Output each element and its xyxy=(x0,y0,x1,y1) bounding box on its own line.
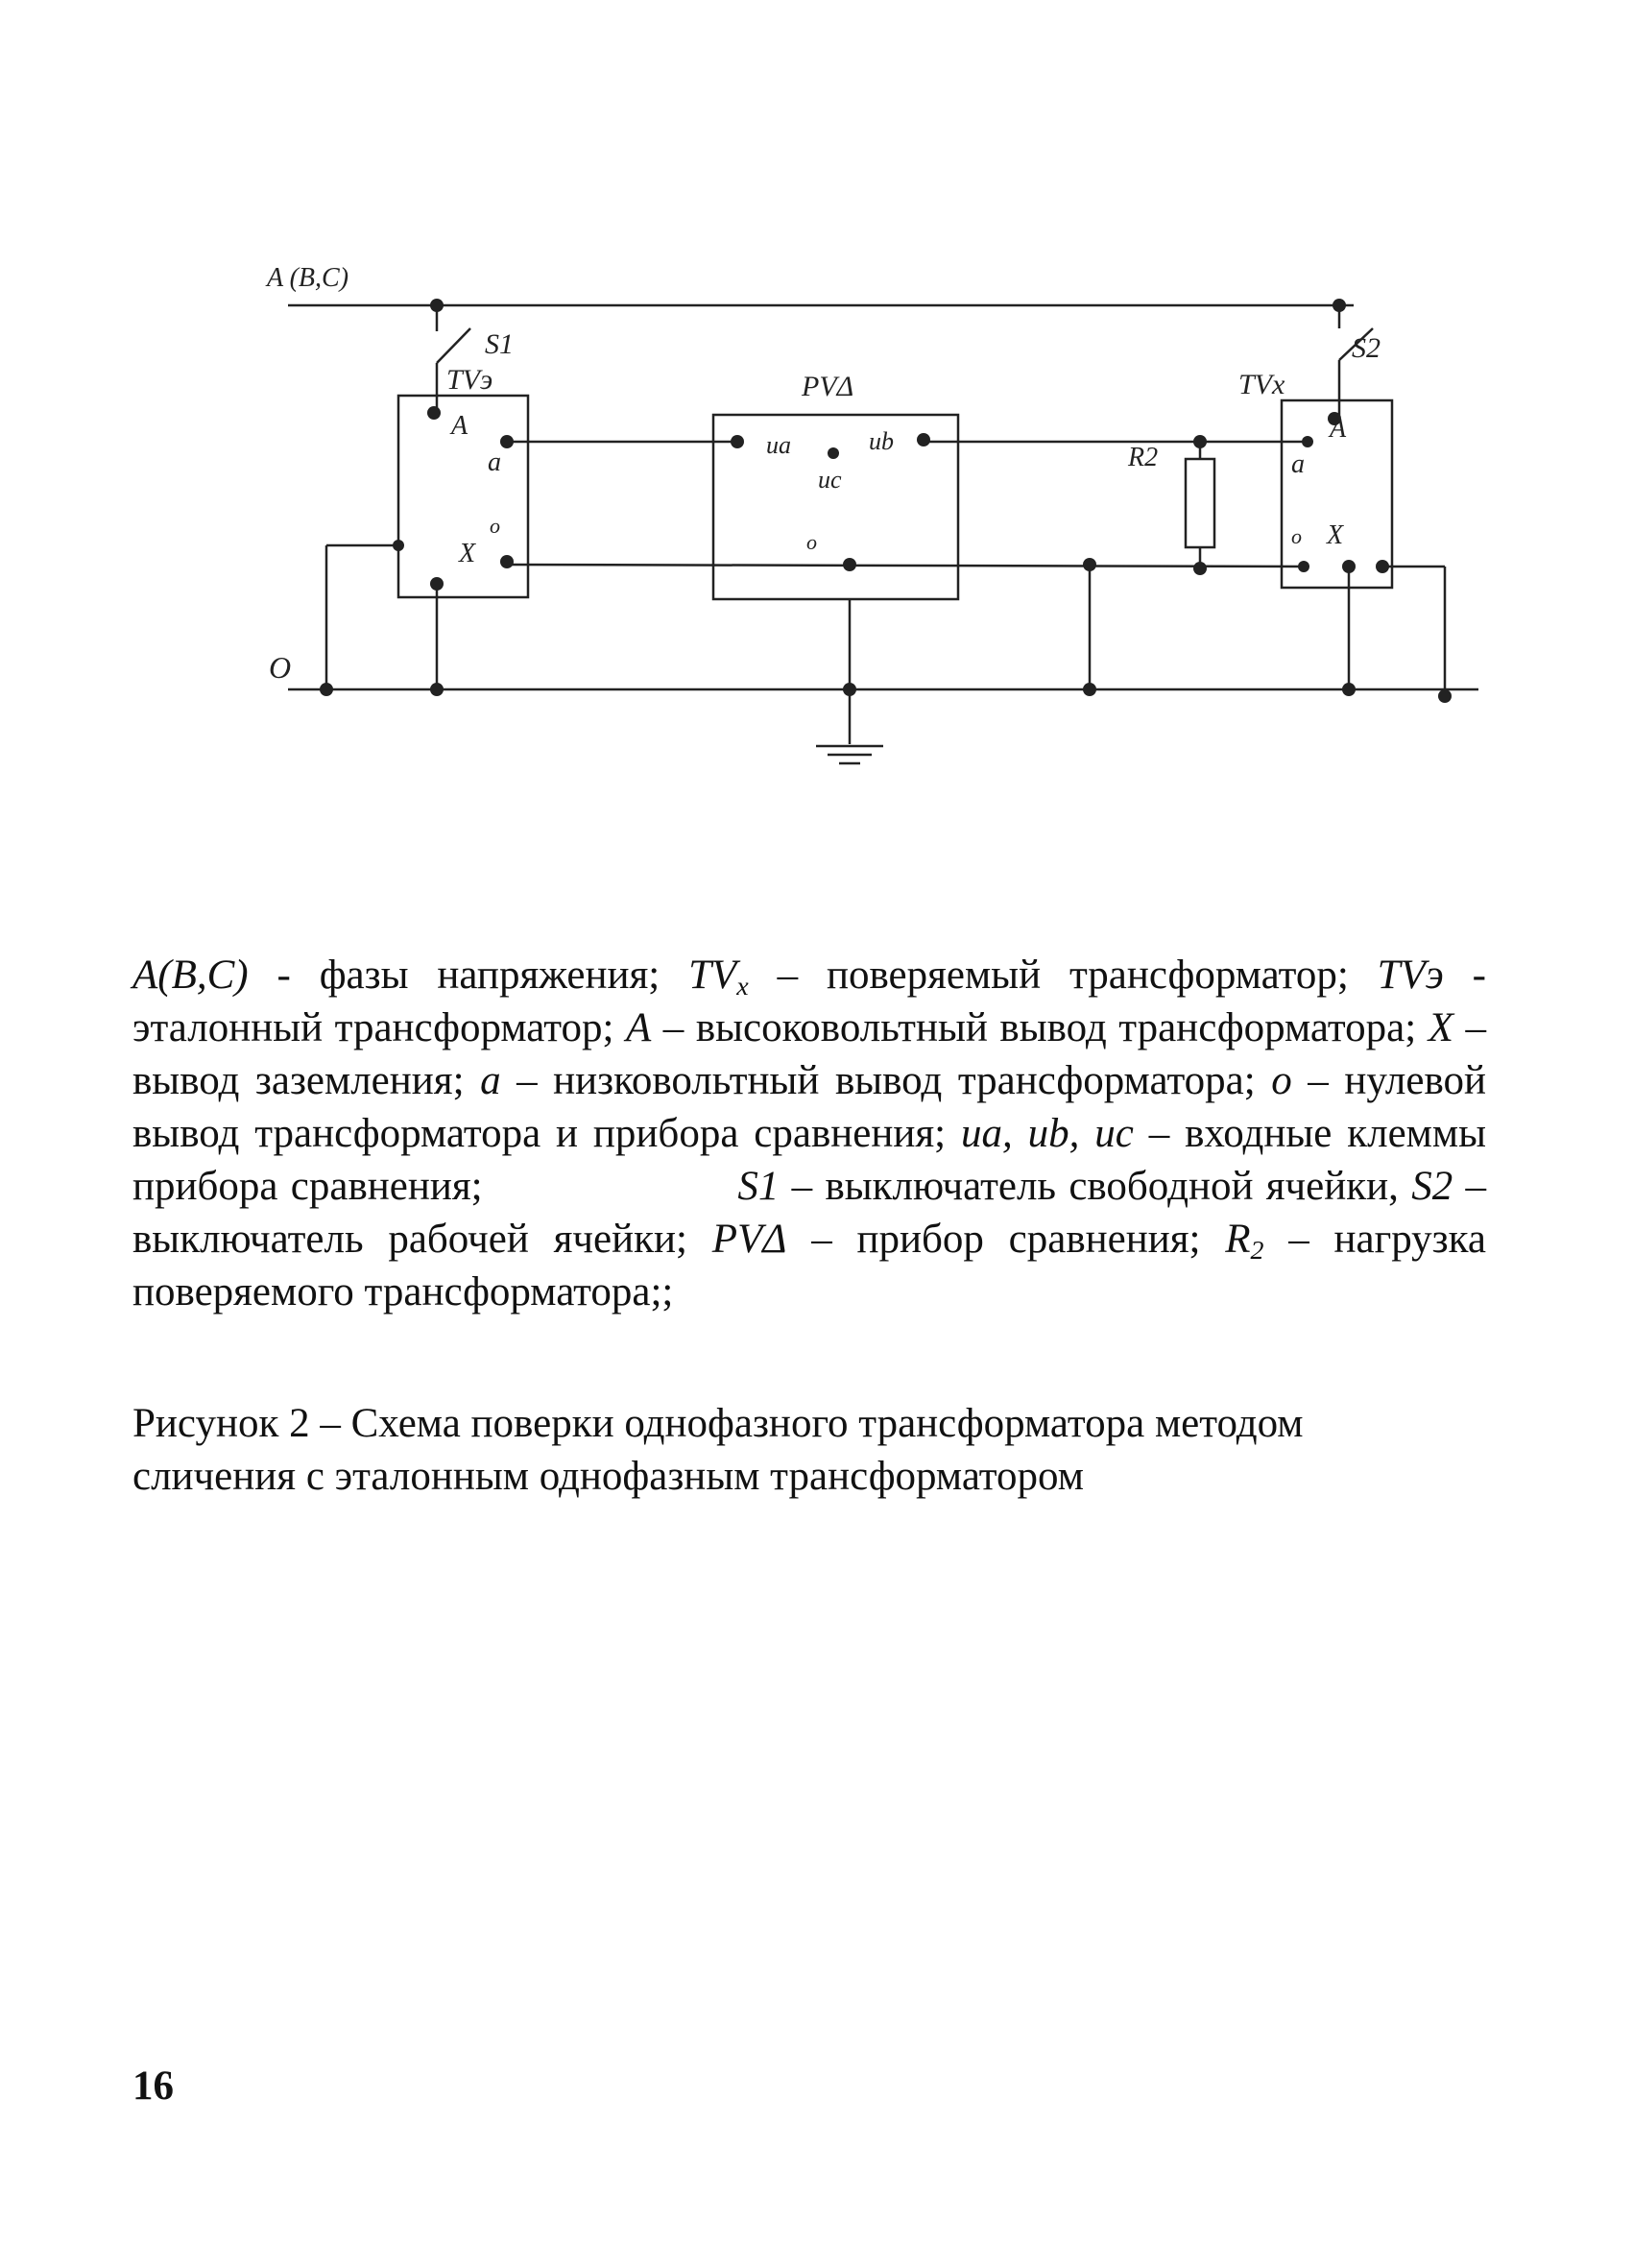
legend-term-r2-sub: 2 xyxy=(1250,1235,1264,1266)
node-ref-bottom xyxy=(430,577,444,591)
node-r2-bottom xyxy=(1193,562,1207,575)
node-neutral-2 xyxy=(430,683,444,696)
legend-text: - фазы напряжения; xyxy=(248,953,689,998)
legend-text: – вывод заземления; xyxy=(132,1005,1487,1103)
resistor-r2 xyxy=(1186,459,1214,547)
node-ref-A xyxy=(427,406,441,420)
legend xyxy=(132,949,1497,1318)
label-ref-X: X xyxy=(459,539,476,568)
legend-term-tvx xyxy=(688,953,749,1001)
label-tested-transformer: TVx xyxy=(1238,369,1285,400)
figure-caption xyxy=(132,1397,1496,1503)
label-ref-a: a xyxy=(488,447,501,477)
label-ref-A: A xyxy=(451,411,468,441)
legend-term-tvx-sub: x xyxy=(736,971,749,1001)
node-ref-left xyxy=(393,540,404,551)
node-tested-right xyxy=(1376,560,1389,573)
label-switch-s2: S2 xyxy=(1352,332,1381,364)
legend-text: – прибор сравнения; xyxy=(786,1217,1226,1262)
legend-term-tve: TVэ xyxy=(1377,953,1444,998)
legend-text: – низковольтный вывод трансформатора; xyxy=(500,1058,1272,1103)
node-neutral-5 xyxy=(1342,683,1356,696)
legend-term-r2 xyxy=(1225,1217,1264,1266)
legend-term-tvx-base: TV xyxy=(688,953,737,998)
caption-line-1: Рисунок 2 – Схема поверки однофазного трансформатора методом xyxy=(132,1401,1304,1446)
node-tested-a xyxy=(1302,436,1313,447)
legend-text: – входные клеммы прибора сравнения; xyxy=(132,1111,1497,1209)
label-cmp-uc: uc xyxy=(818,466,842,494)
label-load-resistor: R2 xyxy=(1128,443,1159,472)
legend-term-o: o xyxy=(1271,1058,1292,1103)
node-phase-left xyxy=(430,299,444,312)
label-phase-bus: A (B,C) xyxy=(267,263,349,293)
label-tested-A: A xyxy=(1330,414,1347,444)
label-tested-o: o xyxy=(1291,524,1302,548)
legend-term-X: X xyxy=(1428,1005,1453,1050)
label-switch-s1: S1 xyxy=(485,328,514,360)
legend-text: – нагрузка поверяемого трансформатора;; xyxy=(132,1217,1486,1315)
label-cmp-ua: ua xyxy=(766,431,791,459)
legend-term-pvd: PVΔ xyxy=(711,1217,787,1262)
legend-text: - эталонный трансформатор; xyxy=(132,953,1486,1050)
label-cmp-o: o xyxy=(806,530,817,554)
legend-term-r2-base: R xyxy=(1225,1217,1251,1262)
node-neutral-3 xyxy=(843,683,856,696)
label-cmp-ub: ub xyxy=(869,427,894,455)
circuit-diagram xyxy=(0,0,1633,797)
switch-s1-blade xyxy=(437,328,470,363)
node-ref-a xyxy=(500,435,514,448)
wire-ref-x-to-tested-o xyxy=(507,565,1308,567)
legend-paragraph xyxy=(132,949,1497,1318)
page-number: 16 xyxy=(132,2063,174,2109)
node-junction xyxy=(1083,558,1096,571)
node-neutral-6 xyxy=(1438,689,1452,703)
node-r2-top xyxy=(1193,435,1207,448)
caption-line-2: сличения с эталонным однофазным трансформатором xyxy=(132,1454,1084,1499)
node-tested-o xyxy=(1298,561,1309,572)
legend-term-A: A xyxy=(625,1005,652,1050)
node-cmp-ua xyxy=(731,435,744,448)
node-neutral-1 xyxy=(320,683,333,696)
label-tested-a: a xyxy=(1291,449,1305,479)
label-neutral-bus: O xyxy=(269,650,292,685)
node-cmp-uc xyxy=(828,447,839,459)
label-tested-X: X xyxy=(1327,520,1344,550)
node-cmp-ub xyxy=(917,433,930,446)
legend-text: – выключатель свободной ячейки, xyxy=(779,1164,1412,1209)
legend-term-phase: A(B,C) xyxy=(132,953,249,998)
node-phase-right xyxy=(1333,299,1346,312)
legend-text: – высоковольтный вывод трансформатора; xyxy=(651,1005,1429,1050)
legend-term-s2: S2 xyxy=(1411,1164,1453,1209)
node-tested-X xyxy=(1342,560,1356,573)
label-comparator: PVΔ xyxy=(802,371,854,402)
label-ref-o: o xyxy=(490,514,500,538)
legend-text: – выключатель рабочей ячейки; xyxy=(132,1164,1486,1262)
legend-term-inputs: ua, ub, uc xyxy=(960,1111,1134,1156)
legend-term-a: a xyxy=(480,1058,501,1103)
node-neutral-4 xyxy=(1083,683,1096,696)
label-reference-transformer: TVэ xyxy=(446,364,493,396)
node-ref-X xyxy=(500,555,514,568)
legend-text: – поверяемый трансформатор; xyxy=(748,953,1378,998)
node-cmp-o xyxy=(843,558,856,571)
legend-text: – нулевой вывод трансформатора и прибора сравнения; xyxy=(132,1058,1486,1156)
legend-term-s1: S1 xyxy=(737,1164,780,1209)
